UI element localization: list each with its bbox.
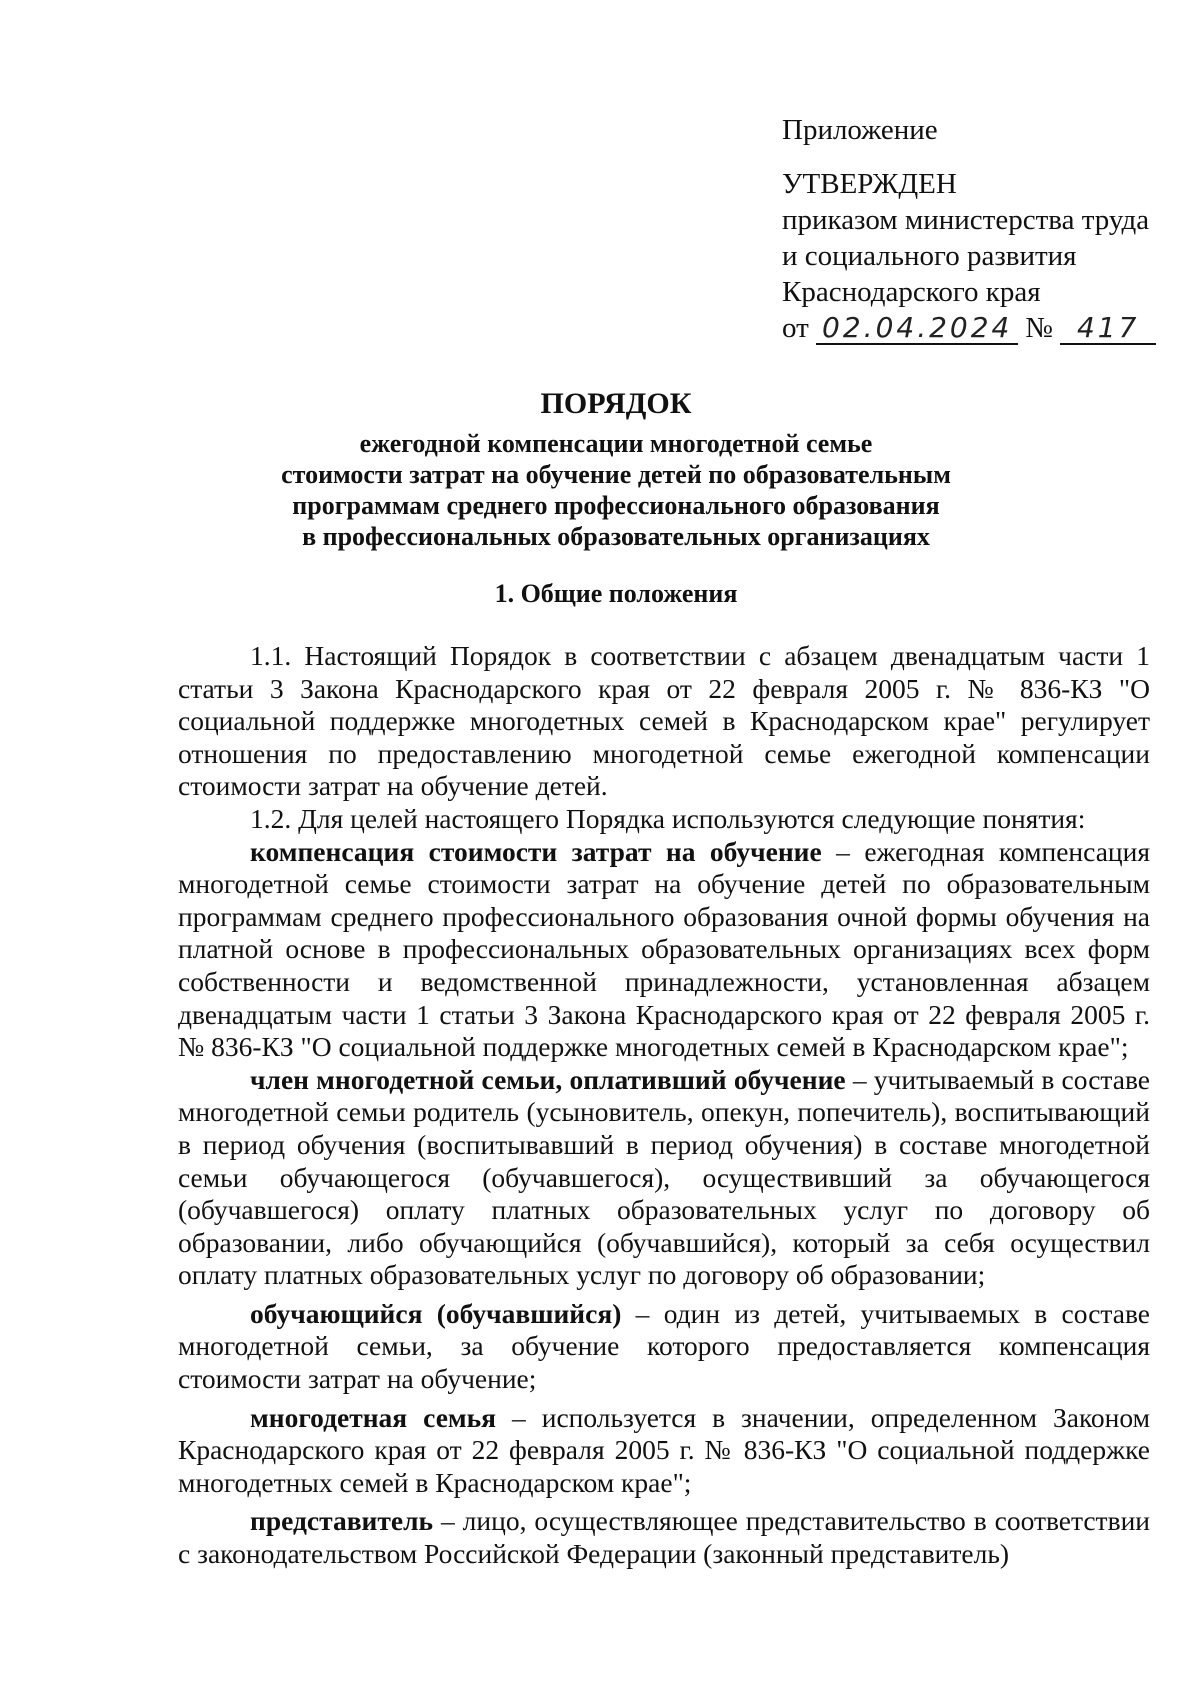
approval-line-3: Краснодарского края	[782, 276, 1041, 308]
approved-label: УТВЕРЖДЕН	[782, 168, 957, 200]
approval-line-2: и социального развития	[782, 240, 1077, 272]
definition-compensation	[178, 836, 1150, 1064]
title-sub-2: стоимости затрат на обучение детей по образовательным	[281, 460, 951, 489]
title-sub-3: программам среднего профессионального образования	[292, 491, 940, 520]
number-label: №	[1025, 312, 1053, 344]
appendix-label: Приложение	[782, 114, 938, 146]
definition-text: – используется в значении, определенном Законом Краснодарского края от 22 февраля 2005 г. № 836-КЗ "О социальной поддержке многодетных семей в Краснодарском крае";	[178, 1401, 1150, 1498]
definition-term: компенсация стоимости затрат на обучение	[250, 835, 822, 867]
title-main: ПОРЯДОК	[540, 387, 692, 420]
from-label: от	[782, 312, 809, 344]
approval-line-1: приказом министерства труда	[782, 204, 1150, 236]
definition-text: – лицо, осуществляющее представительство в соответствии с законодательством Российской Федерации (законный представитель)	[178, 1505, 1150, 1570]
definition-term: многодетная семья	[250, 1401, 497, 1433]
paragraph-1-1: 1.1. Настоящий Порядок в соответствии с абзацем двенадцатым части 1 статьи 3 Закона Краснодарского края от 22 февраля 2005 г. № 836-КЗ "О социальной поддержке многодетных семей в Краснодарском крае" регулирует отношения по предоставлению многодетной семье ежегодной компенсации стоимости затрат на обучение детей.	[178, 640, 1150, 802]
order-date: 02.04.2024	[816, 313, 1018, 345]
definition-representative	[178, 1505, 1150, 1570]
definition-term: член многодетной семьи, оплативший обучение	[250, 1063, 846, 1095]
definition-text: – учитываемый в составе многодетной семьи родитель (усыновитель, опекун, попечитель), воспитывающий в период обучения (воспитывавший в период обучения) в составе многодетной семьи обучающегося (обучавшегося), осуществивший за обучающегося (обучавшегося) оплату платных образовательных услуг по договору об образовании, либо обучающийся (обучавшийся), который за себя осуществил оплату платных образовательных услуг по договору об образовании;	[178, 1063, 1150, 1291]
order-date-line	[782, 310, 1162, 346]
approval-block	[782, 112, 1162, 346]
definition-student	[178, 1298, 1150, 1396]
document-title	[150, 384, 1082, 552]
definition-term: представитель	[250, 1505, 434, 1537]
body-text	[178, 640, 1150, 1571]
title-sub-1: ежегодной компенсации многодетной семье	[359, 429, 873, 458]
section-heading-general: 1. Общие положения	[494, 579, 738, 608]
definition-payer	[178, 1064, 1150, 1292]
order-number: 417	[1060, 313, 1156, 345]
definition-large-family	[178, 1402, 1150, 1500]
definition-text: – ежегодная компенсация многодетной семье стоимости затрат на обучение детей по образовательным программам среднего профессионального образования очной формы обучения на платной основе в профессиональных образовательных организациях всех форм собственности и ведомственной принадлежности, установленная абзацем двенадцатым части 1 статьи 3 Закона Краснодарского края от 22 февраля 2005 г. № 836-КЗ "О социальной поддержке многодетных семей в Краснодарском крае";	[178, 835, 1150, 1063]
definition-term: обучающийся (обучавшийся)	[250, 1297, 622, 1329]
paragraph-1-2: 1.2. Для целей настоящего Порядка используются следующие понятия:	[250, 802, 1086, 834]
definition-text: – один из детей, учитываемых в составе многодетной семьи, за обучение которого предоставляется компенсация стоимости затрат на обучение;	[178, 1297, 1150, 1395]
title-sub-4: в профессиональных образовательных организациях	[302, 522, 930, 551]
